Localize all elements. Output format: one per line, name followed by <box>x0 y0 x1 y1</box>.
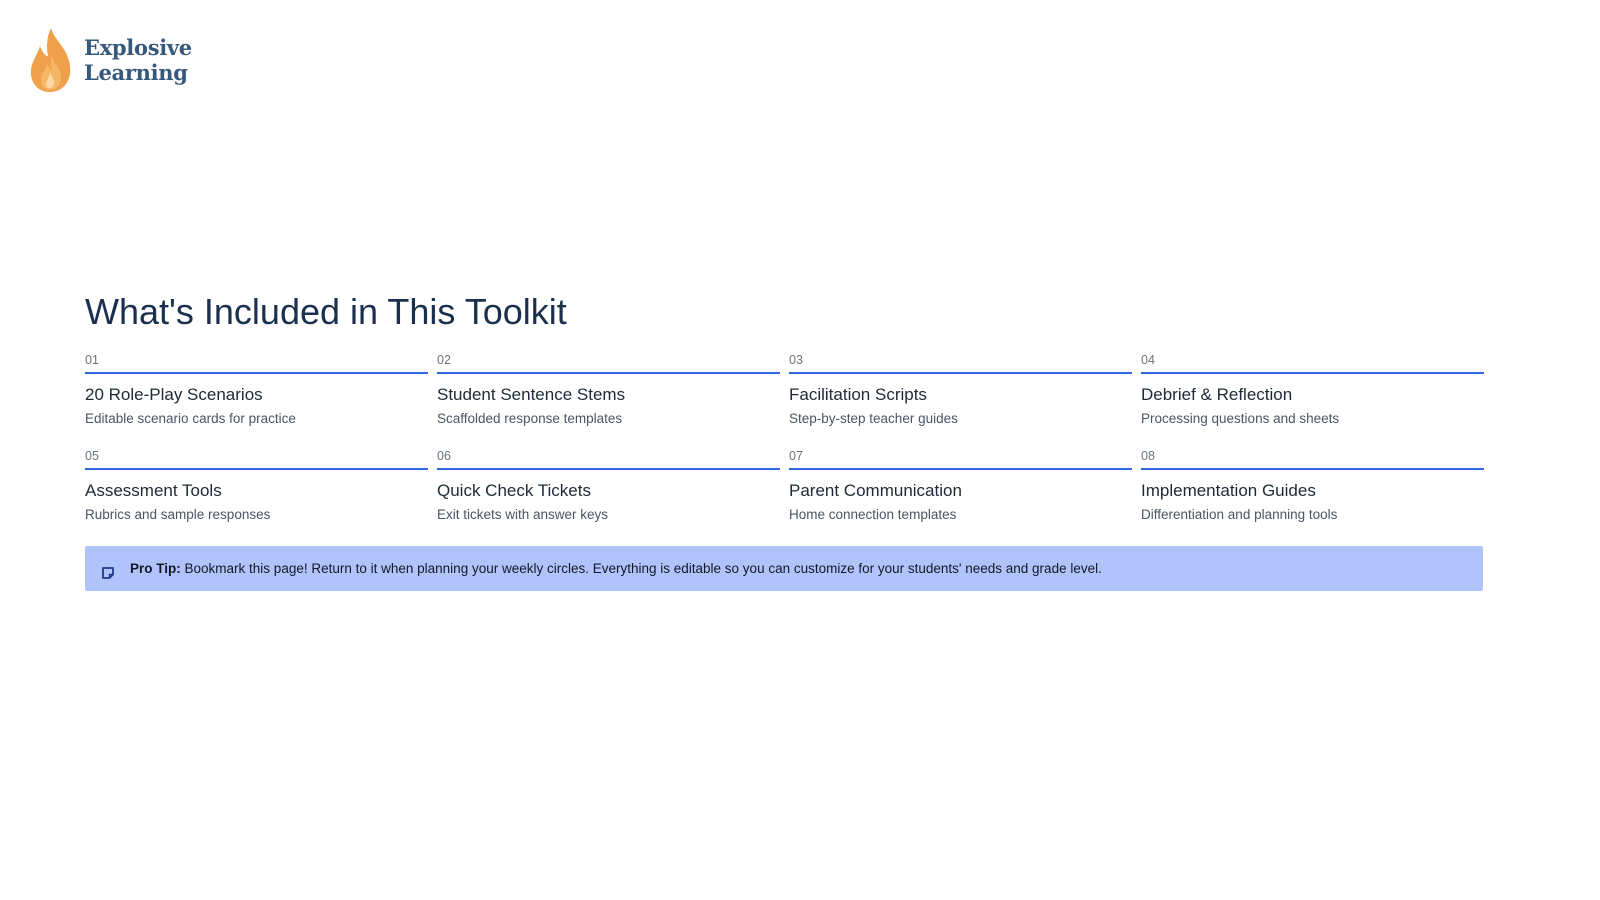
item-title: Implementation Guides <box>1141 481 1316 500</box>
toolkit-item <box>85 352 428 429</box>
toolkit-item <box>789 448 1132 525</box>
item-number: 03 <box>789 352 1132 374</box>
item-description: Exit tickets with answer keys <box>437 507 609 522</box>
toolkit-item <box>1141 448 1484 525</box>
toolkit-item <box>85 448 428 525</box>
item-description: Editable scenario cards for practice <box>85 411 296 426</box>
pro-tip-banner <box>85 546 1483 591</box>
item-number: 04 <box>1141 352 1484 374</box>
brand-name-line2: Learning <box>84 60 188 85</box>
item-description: Differentiation and planning tools <box>1141 507 1338 522</box>
item-description: Processing questions and sheets <box>1141 411 1340 426</box>
item-title: Quick Check Tickets <box>437 481 591 500</box>
item-title: Parent Communication <box>789 481 962 500</box>
pro-tip-body: Bookmark this page! Return to it when planning your weekly circles. Everything is editable so you can customize for your students' needs and grade level. <box>184 560 1102 576</box>
toolkit-item <box>789 352 1132 429</box>
item-title: Facilitation Scripts <box>789 385 927 404</box>
note-icon <box>101 566 115 580</box>
item-title: 20 Role-Play Scenarios <box>85 385 263 404</box>
item-title: Student Sentence Stems <box>437 385 626 404</box>
pro-tip-label: Pro Tip: <box>130 560 181 576</box>
item-number: 05 <box>85 448 428 470</box>
item-number: 07 <box>789 448 1132 470</box>
brand-name <box>84 35 192 85</box>
item-description: Scaffolded response templates <box>437 411 623 426</box>
item-description: Home connection templates <box>789 507 957 522</box>
brand-logo <box>28 26 192 94</box>
item-number: 08 <box>1141 448 1484 470</box>
toolkit-item <box>437 448 780 525</box>
page-title: What's Included in This Toolkit <box>85 291 567 332</box>
item-title: Debrief & Reflection <box>1141 385 1293 404</box>
brand-name-line1: Explosive <box>84 35 192 60</box>
pro-tip-text <box>130 560 1102 578</box>
item-number: 02 <box>437 352 780 374</box>
item-number: 01 <box>85 352 428 374</box>
item-number: 06 <box>437 448 780 470</box>
flame-icon <box>28 26 74 94</box>
item-title: Assessment Tools <box>85 481 222 500</box>
item-description: Step-by-step teacher guides <box>789 411 958 426</box>
toolkit-item <box>1141 352 1484 429</box>
item-description: Rubrics and sample responses <box>85 507 271 522</box>
toolkit-items <box>85 352 1483 525</box>
toolkit-item <box>437 352 780 429</box>
